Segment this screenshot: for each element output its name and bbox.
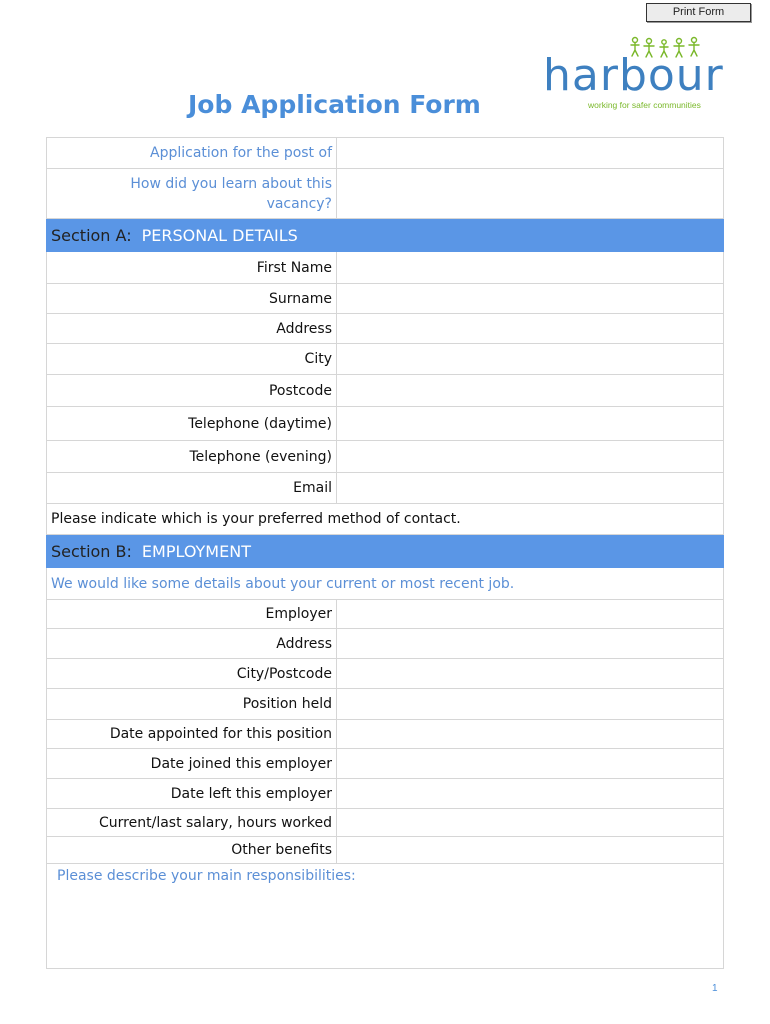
responsibilities-textarea[interactable]	[47, 864, 724, 969]
other-benefits-label: Other benefits	[47, 837, 337, 864]
email-label: Email	[47, 473, 337, 504]
employment-intro: We would like some details about your current or most recent job.	[47, 568, 724, 600]
telephone-daytime-label: Telephone (daytime)	[47, 407, 337, 441]
address-input[interactable]	[337, 314, 724, 344]
section-a-header: Section A: PERSONAL DETAILS	[47, 219, 724, 252]
page-number: 1	[712, 983, 718, 994]
section-b-header: Section B: EMPLOYMENT	[47, 535, 724, 568]
vacancy-source-input[interactable]	[337, 169, 724, 219]
date-left-label: Date left this employer	[47, 779, 337, 809]
salary-hours-label: Current/last salary, hours worked	[47, 809, 337, 837]
first-name-input[interactable]	[337, 252, 724, 284]
position-held-label: Position held	[47, 689, 337, 720]
city-input[interactable]	[337, 344, 724, 375]
surname-input[interactable]	[337, 284, 724, 314]
responsibilities-label: Please describe your main responsibilities:	[57, 868, 356, 884]
date-joined-input[interactable]	[337, 749, 724, 779]
employer-address-input[interactable]	[337, 629, 724, 659]
postcode-input[interactable]	[337, 375, 724, 407]
logo-wordmark: harbour	[543, 50, 724, 101]
telephone-evening-input[interactable]	[337, 441, 724, 473]
post-input[interactable]	[337, 138, 724, 169]
date-left-input[interactable]	[337, 779, 724, 809]
position-held-input[interactable]	[337, 689, 724, 720]
vacancy-source-label: How did you learn about this vacancy?	[47, 169, 337, 219]
date-joined-label: Date joined this employer	[47, 749, 337, 779]
date-appointed-label: Date appointed for this position	[47, 720, 337, 749]
preferred-contact-note[interactable]: Please indicate which is your preferred method of contact.	[47, 504, 724, 535]
city-postcode-label: City/Postcode	[47, 659, 337, 689]
employer-address-label: Address	[47, 629, 337, 659]
other-benefits-input[interactable]	[337, 837, 724, 864]
email-input[interactable]	[337, 473, 724, 504]
telephone-evening-label: Telephone (evening)	[47, 441, 337, 473]
post-label: Application for the post of	[47, 138, 337, 169]
employer-label: Employer	[47, 600, 337, 629]
telephone-daytime-input[interactable]	[337, 407, 724, 441]
city-label: City	[47, 344, 337, 375]
application-form	[46, 137, 723, 969]
address-label: Address	[47, 314, 337, 344]
date-appointed-input[interactable]	[337, 720, 724, 749]
harbour-logo	[543, 36, 723, 114]
logo-tagline: working for safer communities	[588, 100, 701, 110]
postcode-label: Postcode	[47, 375, 337, 407]
employer-input[interactable]	[337, 600, 724, 629]
surname-label: Surname	[47, 284, 337, 314]
first-name-label: First Name	[47, 252, 337, 284]
print-form-button[interactable]: Print Form	[646, 3, 751, 22]
city-postcode-input[interactable]	[337, 659, 724, 689]
form-title: Job Application Form	[188, 90, 481, 119]
salary-hours-input[interactable]	[337, 809, 724, 837]
